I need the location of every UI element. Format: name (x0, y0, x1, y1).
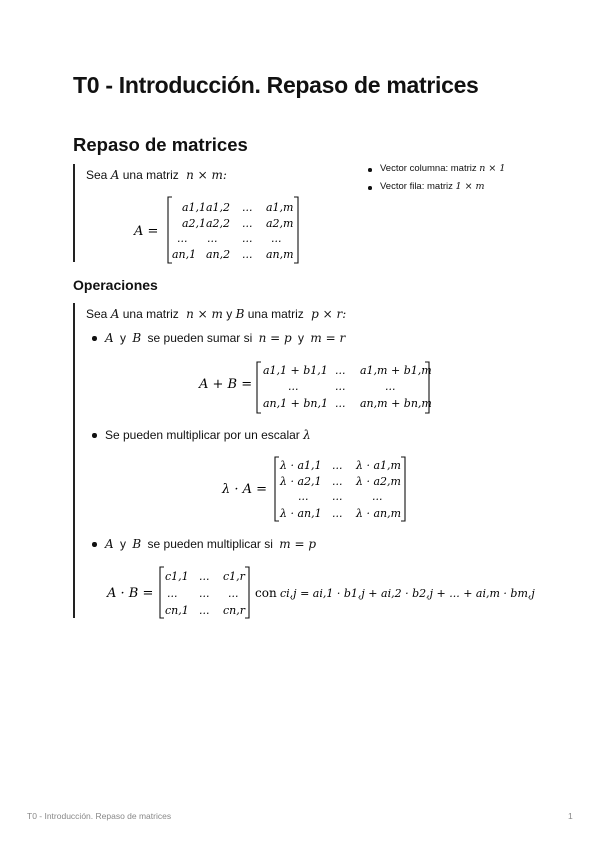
bullet-icon (368, 186, 372, 190)
sum-condition: A y B se pueden sumar si n = p y m = r (105, 331, 346, 345)
matrix-intro: Sea A una matriz n × m: (86, 168, 227, 182)
matrix-cell: ... (335, 380, 346, 393)
matrix-cell: c1,1 (165, 570, 189, 583)
page-footer: T0 - Introducción. Repaso de matrices (27, 811, 172, 821)
matrix-cell: ... (228, 587, 239, 600)
right-bracket (401, 457, 405, 521)
operations-intro: Sea A una matriz n × m y B una matriz p × r: (86, 307, 347, 321)
side-note-row-vector: Vector fila: matriz 1 × m (368, 181, 538, 195)
matrix-cell: a1,1 (182, 201, 207, 214)
matrix-cell: cn,r (223, 604, 245, 617)
matrix-cell: a2,1 (182, 217, 207, 230)
matrix-cell: ... (242, 217, 253, 230)
matrix-cell: ... (332, 475, 343, 488)
matrix-scalar (220, 455, 420, 525)
side-note-column-vector: Vector columna: matriz n × 1 (368, 163, 538, 177)
matrix-cell: ... (288, 380, 299, 393)
matrix-cell: ... (332, 490, 343, 503)
matrix-cell: ... (385, 380, 396, 393)
blockquote-bar (73, 164, 75, 262)
matrix-cell: an,m (266, 248, 294, 261)
matrix-cell: ... (271, 232, 282, 245)
matrix-cell: ... (372, 490, 383, 503)
matrix-cell: a1,1 + b1,1 (263, 364, 328, 377)
bullet-icon (92, 433, 97, 438)
matrix-cell: ... (167, 587, 178, 600)
bullet-icon (92, 542, 97, 547)
matrix-cell: λ · an,1 (280, 507, 322, 520)
bullet-icon (368, 168, 372, 172)
matrix-cell: ... (242, 248, 253, 261)
matrix-cell: λ · a1,1 (280, 459, 322, 472)
matrix-cell: ... (199, 587, 210, 600)
matrix-cell: λ · a2,m (356, 475, 401, 488)
matrix-cell: ... (199, 570, 210, 583)
product-condition: A y B se pueden multiplicar si m = p (105, 537, 317, 551)
right-bracket (245, 567, 249, 618)
con-label: con (255, 586, 277, 600)
matrix-cell: ... (332, 459, 343, 472)
matrix-cell: ... (298, 490, 309, 503)
scalar-condition: Se pueden multiplicar por un escalar λ (105, 428, 311, 442)
matrix-cell: ... (207, 232, 218, 245)
page-number: 1 (568, 811, 573, 821)
blockquote-bar (73, 303, 75, 618)
matrix-cell: ... (242, 201, 253, 214)
matrix-cell: λ · a2,1 (280, 475, 322, 488)
matrix-cell: ... (177, 232, 188, 245)
matrix-lhs: A + B = (199, 377, 253, 392)
matrix-cell: λ · an,m (356, 507, 402, 520)
matrix-cell: a1,m + b1,m (360, 364, 432, 377)
left-bracket (275, 457, 279, 521)
matrix-cell: a1,m (266, 201, 294, 214)
matrix-cell: an,m + bn,m (360, 397, 432, 410)
section-heading: Repaso de matrices (73, 134, 248, 155)
page-title: T0 - Introducción. Repaso de matrices (73, 72, 479, 98)
matrix-cell: an,1 (172, 248, 197, 261)
matrix-cell: an,1 + bn,1 (263, 397, 328, 410)
matrix-cell: ... (199, 604, 210, 617)
matrix-cell: a1,2 (206, 201, 231, 214)
right-bracket (294, 197, 298, 263)
matrix-cell: ... (335, 364, 346, 377)
matrix-product (105, 565, 535, 621)
matrix-cell: ... (335, 397, 346, 410)
product-formula: ci,j = ai,1 · b1,j + ai,2 · b2,j + ... + ai,m · bm,j (280, 587, 535, 600)
matrix-cell: λ · a1,m (356, 459, 401, 472)
matrix-lhs: λ · A = (222, 482, 268, 497)
matrix-cell: a2,2 (206, 217, 231, 230)
matrix-cell: c1,r (223, 570, 245, 583)
matrix-cell: an,2 (206, 248, 231, 261)
matrix-cell: a2,m (266, 217, 294, 230)
bullet-icon (92, 336, 97, 341)
matrix-a (120, 194, 310, 266)
left-bracket (160, 567, 164, 618)
matrix-cell: ... (332, 507, 343, 520)
operations-heading: Operaciones (73, 277, 158, 293)
matrix-cell: cn,1 (165, 604, 189, 617)
left-bracket (257, 362, 261, 413)
matrix-lhs: A = (134, 224, 159, 239)
matrix-sum (195, 360, 445, 416)
matrix-lhs: A · B = (107, 586, 154, 601)
matrix-cell: ... (242, 232, 253, 245)
